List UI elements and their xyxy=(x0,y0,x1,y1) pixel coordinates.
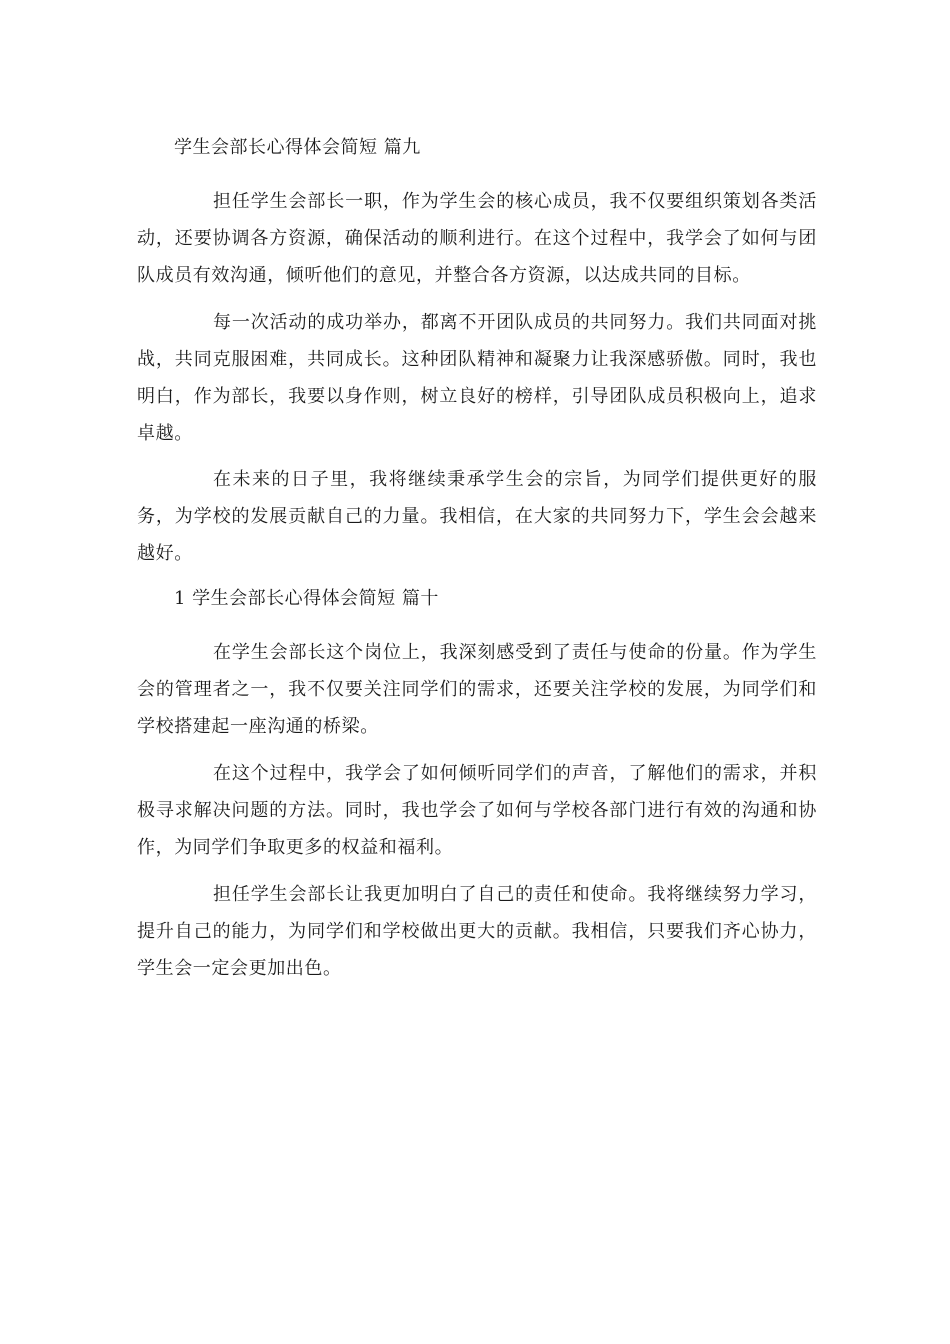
paragraph: 每一次活动的成功举办，都离不开团队成员的共同努力。我们共同面对挑战，共同克服困难，共同成长。这种团队精神和凝聚力让我深感骄傲。同时，我也明白，作为部长，我要以身作则，树立良好的榜样，引导团队成员积极向上，追求卓越。 xyxy=(137,312,817,444)
paragraph: 在这个过程中，我学会了如何倾听同学们的声音，了解他们的需求，并积极寻求解决问题的方法。同时，我也学会了如何与学校各部门进行有效的沟通和协作，为同学们争取更多的权益和福利。 xyxy=(137,763,817,858)
paragraph: 在学生会部长这个岗位上，我深刻感受到了责任与使命的份量。作为学生会的管理者之一，我不仅要关注同学们的需求，还要关注学校的发展，为同学们和学校搭建起一座沟通的桥梁。 xyxy=(137,642,817,737)
paragraph: 担任学生会部长让我更加明白了自己的责任和使命。我将继续努力学习，提升自己的能力，为同学们和学校做出更大的贡献。我相信，只要我们齐心协力，学生会一定会更加出色。 xyxy=(137,884,817,979)
paragraph: 担任学生会部长一职，作为学生会的核心成员，我不仅要组织策划各类活动，还要协调各方资源，确保活动的顺利进行。在这个过程中，我学会了如何与团队成员有效沟通，倾听他们的意见，并整合各方资源，以达成共同的目标。 xyxy=(137,191,817,286)
section-heading-9: 学生会部长心得体会简短 篇九 xyxy=(174,137,421,158)
paragraph: 在未来的日子里，我将继续秉承学生会的宗旨，为同学们提供更好的服务，为学校的发展贡献自己的力量。我相信，在大家的共同努力下，学生会会越来越好。 xyxy=(137,469,817,564)
section-heading-10: 1 学生会部长心得体会简短 篇十 xyxy=(174,588,439,609)
